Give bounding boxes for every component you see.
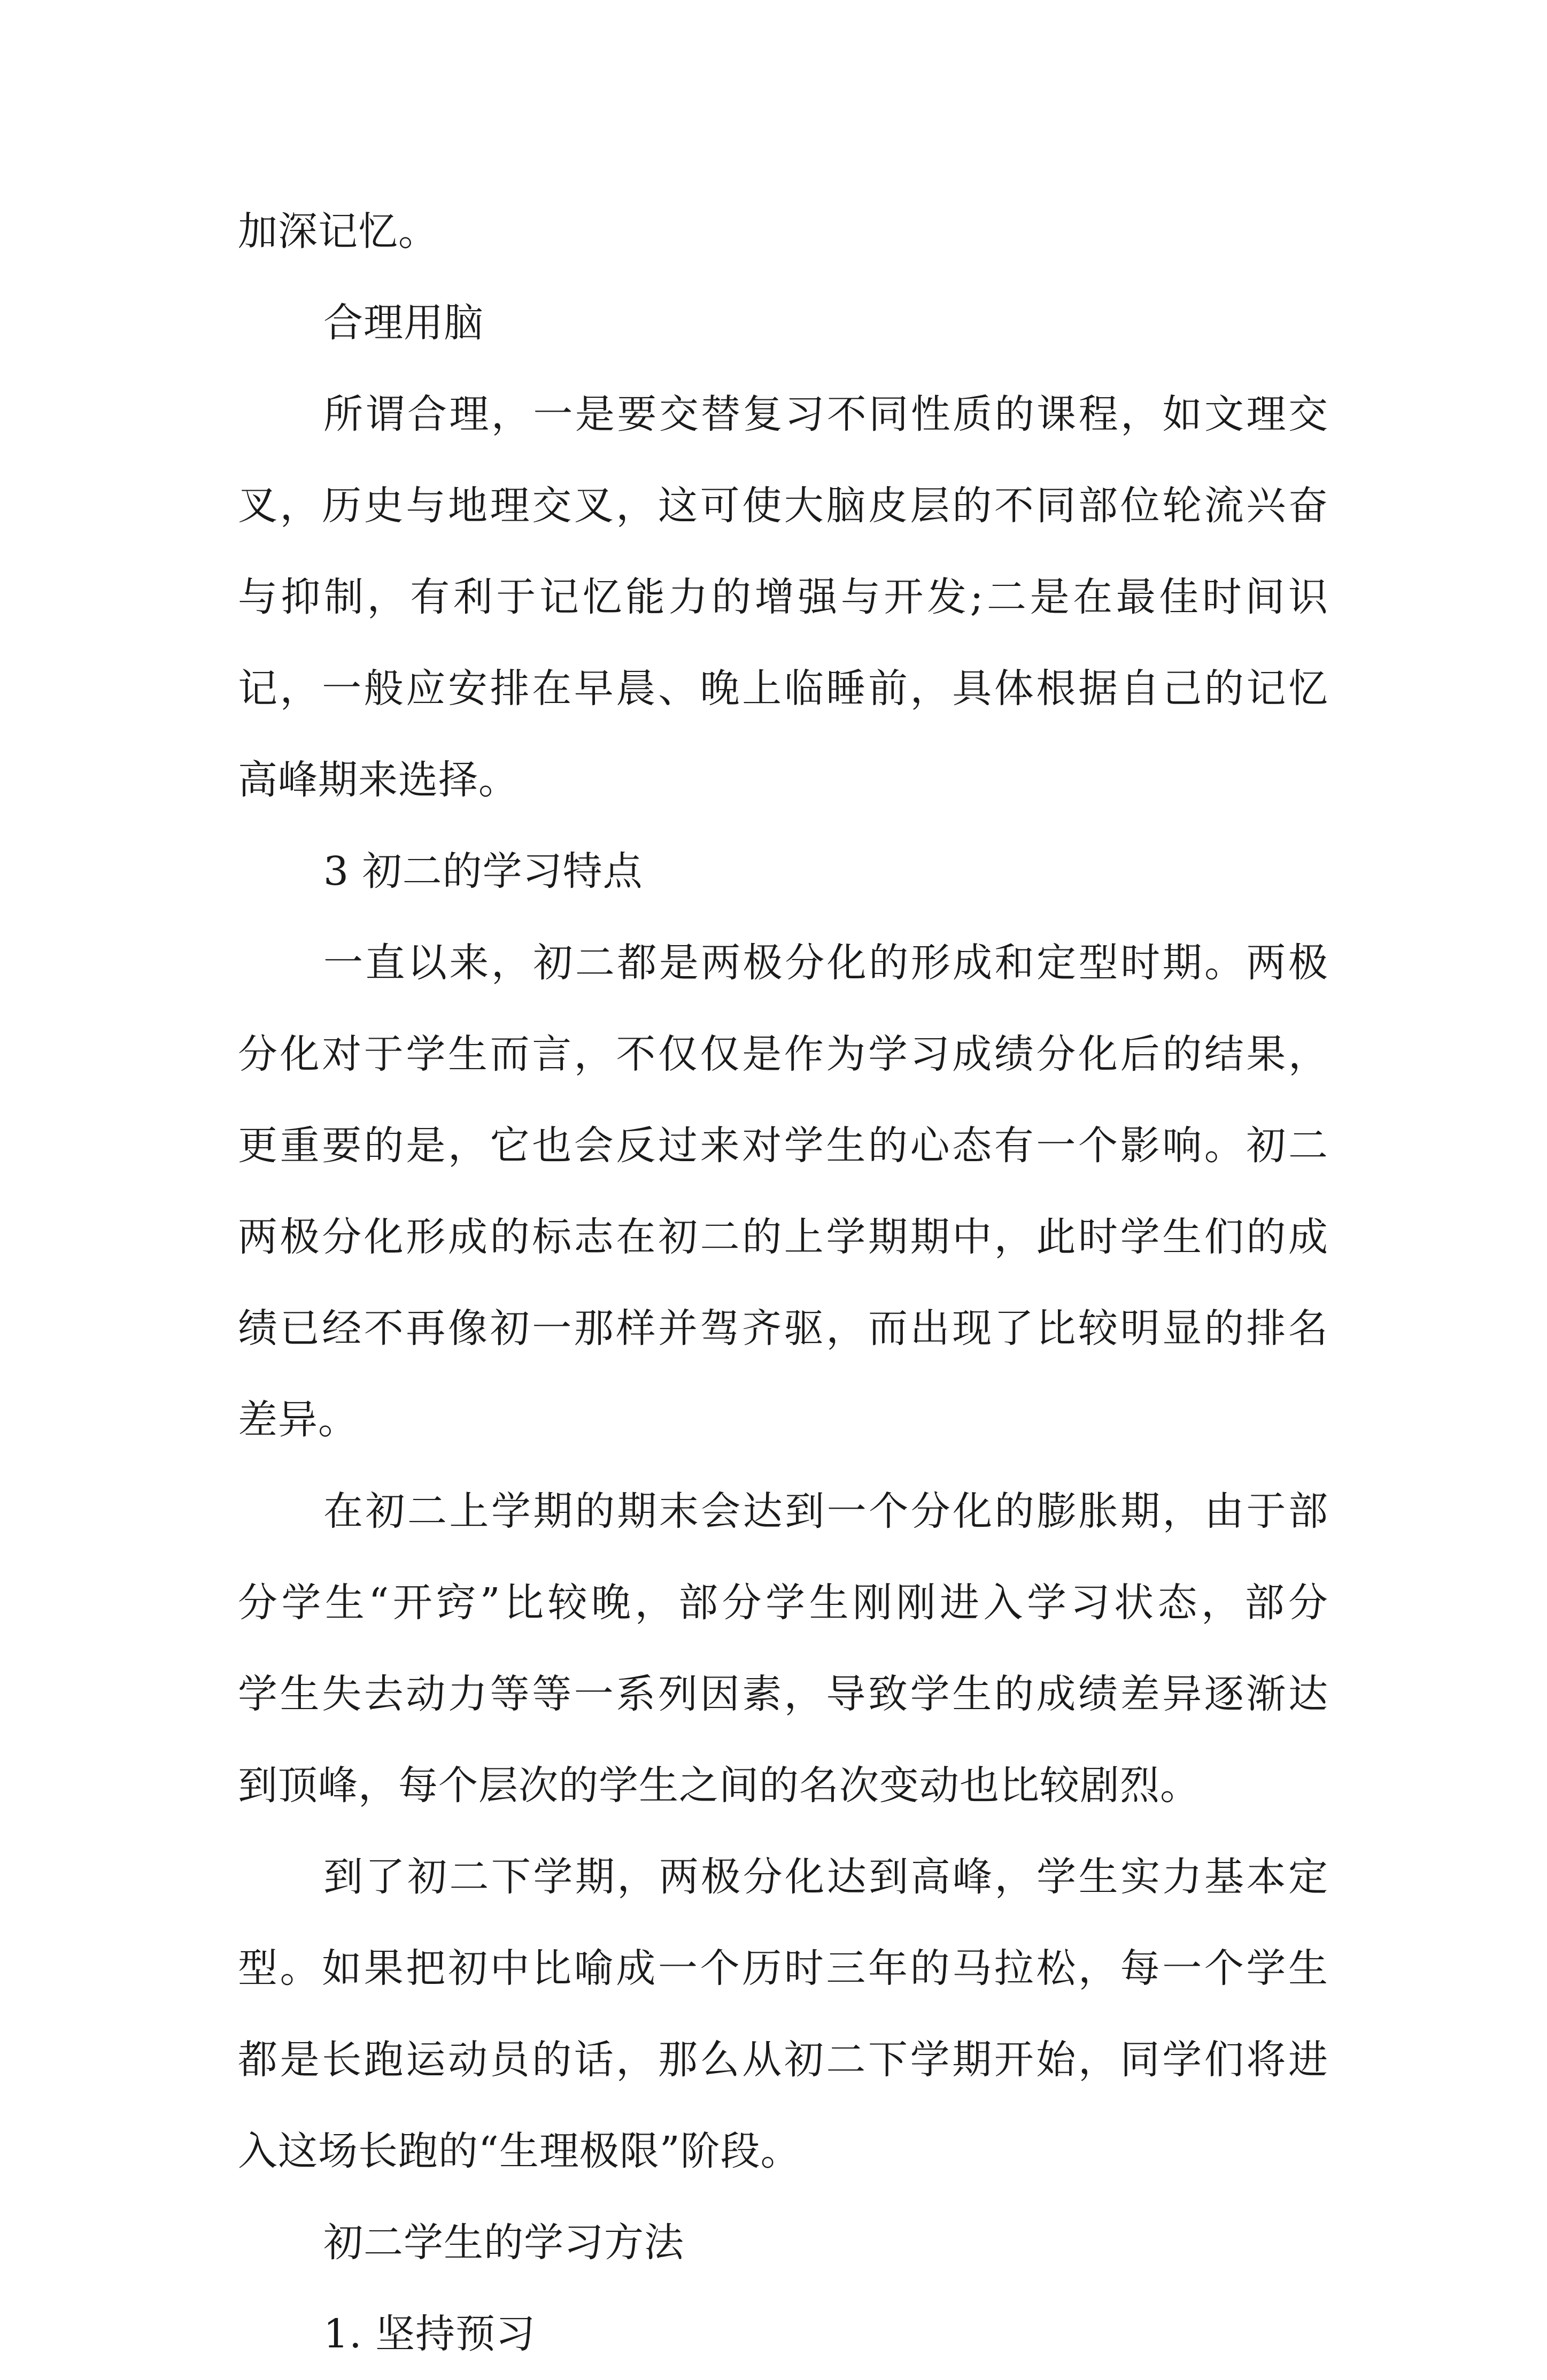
text-line: 叉，历史与地理交叉，这可使大脑皮层的不同部位轮流兴奋 xyxy=(238,483,1328,529)
text-line: 高峰期来选择。 xyxy=(238,757,519,803)
text-line: 加深记忆。 xyxy=(238,208,438,254)
text-line: 学生失去动力等等一系列因素，导致学生的成绩差异逐渐达 xyxy=(238,1671,1328,1717)
text-line: 差异。 xyxy=(238,1397,358,1443)
text-line: 更重要的是，它也会反过来对学生的心态有一个影响。初二 xyxy=(238,1123,1328,1169)
text-line: 一直以来，初二都是两极分化的形成和定型时期。两极 xyxy=(323,940,1328,986)
text-line: 绩已经不再像初一那样并驾齐驱，而出现了比较明显的排名 xyxy=(238,1305,1328,1351)
text-line: 到了初二下学期，两极分化达到高峰，学生实力基本定 xyxy=(323,1854,1328,1900)
text-line: 分化对于学生而言，不仅仅是作为学习成绩分化后的结果， xyxy=(238,1031,1328,1077)
text-line: 所谓合理，一是要交替复习不同性质的课程，如文理交 xyxy=(323,391,1328,437)
text-line: 两极分化形成的标志在初二的上学期期中，此时学生们的成 xyxy=(238,1214,1328,1260)
text-line: 都是长跑运动员的话，那么从初二下学期开始，同学们将进 xyxy=(238,2037,1328,2083)
text-line: 在初二上学期的期末会达到一个分化的膨胀期，由于部 xyxy=(323,1488,1328,1534)
text-line: 入这场长跑的“生理极限”阶段。 xyxy=(238,2128,801,2174)
section-heading: 3 初二的学习特点 xyxy=(323,848,643,894)
text-line: 与抑制，有利于记忆能力的增强与开发;二是在最佳时间识 xyxy=(238,574,1328,620)
text-line: 分学生“开窍”比较晚，部分学生刚刚进入学习状态，部分 xyxy=(238,1580,1328,1626)
section-heading: 初二学生的学习方法 xyxy=(323,2220,684,2266)
text-line: 型。如果把初中比喻成一个历时三年的马拉松，每一个学生 xyxy=(238,1945,1328,1991)
list-item: 1. 坚持预习 xyxy=(323,2311,536,2357)
text-line: 记，一般应安排在早晨、晚上临睡前，具体根据自己的记忆 xyxy=(238,666,1328,712)
text-line: 到顶峰，每个层次的学生之间的名次变动也比较剧烈。 xyxy=(238,1763,1200,1809)
document-body xyxy=(238,186,1328,2380)
section-heading: 合理用脑 xyxy=(323,300,484,346)
